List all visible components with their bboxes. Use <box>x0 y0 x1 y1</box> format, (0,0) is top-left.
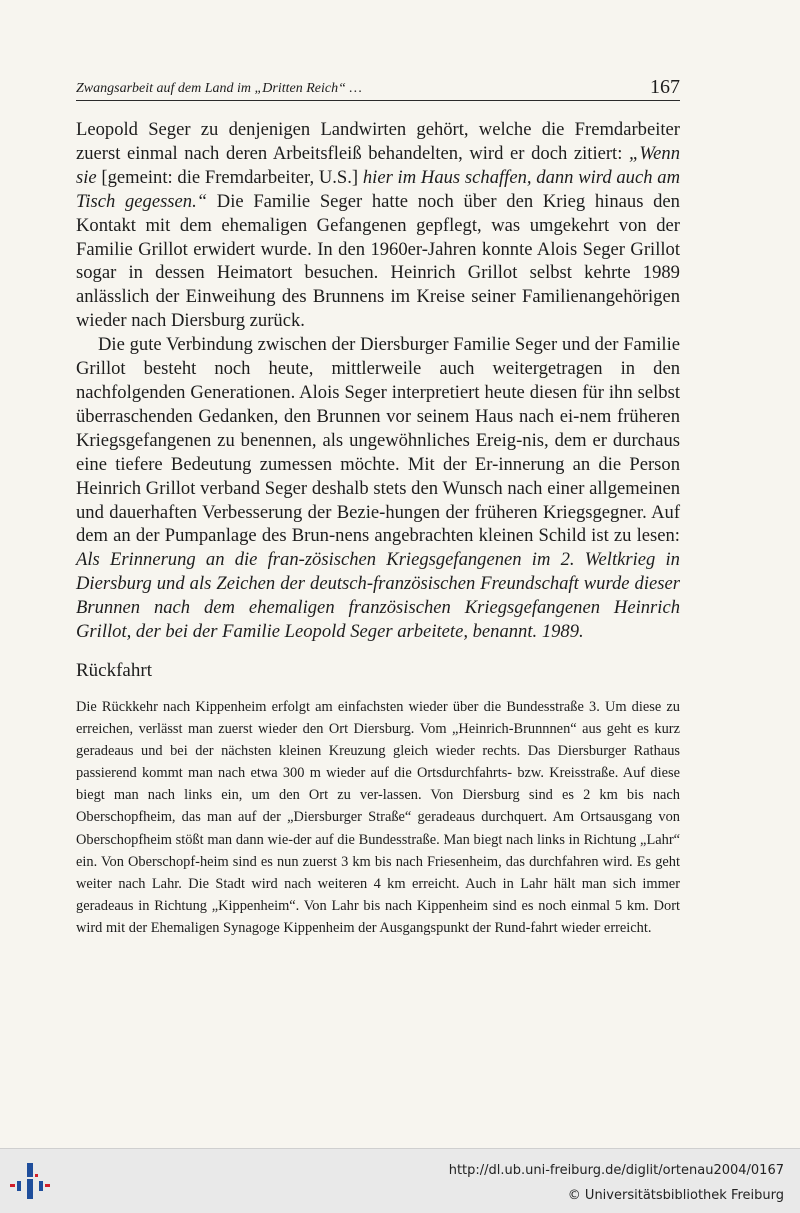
text-run: innerung an die Person Heinrich Grillot verband Seger deshalb stets den <box>76 453 681 499</box>
text-run: Leopold Seger zu denjenigen Landwirten gehört, welche die Fremdarbeiter <box>76 119 680 140</box>
source-link[interactable]: http://dl.ub.uni-freiburg.de/diglit/ortenau2004/0167 <box>448 1163 784 1178</box>
text-run: zuerst einmal nach deren Arbeitsfleiß behandelten, wird er doch zitiert: <box>76 142 623 164</box>
text-run: hungen der früheren Kriegsgegner. Auf dem an der Pumpanlage des Brun- <box>76 501 681 547</box>
text-run: nem früheren Kriegsgefangenen zu benennen, als ungewöhnliches Ereig- <box>76 405 680 451</box>
text-run: Krieg hinaus den Kontakt mit dem ehemaligen Gefangenen gepflegt, was <box>76 190 680 236</box>
text-run: Wunsch nach einer allgemeinen und dauerhaften Verbesserung der Bezie- <box>76 477 680 523</box>
inscription-run: der deutsch-französischen Freundschaft wurde dieser Brunnen nach dem <box>76 573 680 619</box>
inscription-run: Familie Leopold Seger arbeitete, benannt. 1989. <box>222 621 584 643</box>
running-head <box>76 76 680 101</box>
inscription-run: Als Erinnerung an die fran- <box>76 549 305 571</box>
text-run: Die gute Verbindung zwischen der Diersburger Familie Seger und der <box>98 334 619 356</box>
running-title: Zwangsarbeit auf dem Land im „Dritten Reich“ … <box>76 81 362 96</box>
ub-freiburg-logo-icon[interactable] <box>10 1161 50 1201</box>
copyright-notice: © Universitätsbibliothek Freiburg <box>567 1188 784 1203</box>
text-run: nachfolgenden Generationen. Alois Seger interpretiert heute diesen für ihn <box>76 381 633 403</box>
inscription-run: ehemaligen französischen Kriegsgefangenen Heinrich Grillot, der bei der <box>76 597 681 643</box>
text-run: Kreise seiner Familienangehörigen wieder nach Diersburg zurück. <box>76 286 680 332</box>
paragraph-1 <box>76 118 680 333</box>
section-heading: Rückfahrt <box>76 660 152 681</box>
quote-run: hier im Haus schaffen, dann <box>362 166 574 188</box>
text-run: selbst überraschenden Gedanken, den Brunnen vor seinem Haus nach ei- <box>76 381 680 427</box>
quote-run: wird auch am Tisch gegessen.“ <box>76 166 680 212</box>
section-text: Die Rückkehr nach Kippenheim erfolgt am einfachsten wieder über die Bundesstraße 3. Um diese zu erreichen, verlässt man zuerst wieder den Ort Diersburg. Vom „Heinrich-Brunnnen“ aus geht es kurz geradeaus und bei der nächsten kleinen Kreuzung gleich wieder rechts. Das Diersburger Rathaus passierend kommt man nach etwa 300 m wieder auf die Ortsdurchfahrts- bzw. Kreisstraße. Auf diese biegt man nach links ein, um den Ort zu ver-lassen. Von Diersburg sind es 2 km bis nach Oberschopfheim, das man auf der „Diersburger Straße“ geradeaus durchquert. Am Ortsausgang von Oberschopfheim stößt man dann wie-der auf die Bundesstraße. Man biegt nach links in Richtung „Lahr“ ein. Von Oberschopf-heim sind es nun zuerst 3 km bis nach Friesenheim, das durchfahren wird. Es geht weiter nach Lahr. Die Stadt wird nach weiteren 4 km erreicht. Auch in Lahr hält man sich immer geradeaus in Richtung „Kippenheim“. Von Lahr bis nach Kippenheim sind es noch einmal 5 km. Dort wird mit der Ehemaligen Synagoge Kippenheim der Ausgangspunkt der Rund-fahrt wieder erreicht. <box>76 699 680 936</box>
text-run: [gemeint: die Fremdarbeiter, U.S.] <box>96 166 363 188</box>
quote-run: „Wenn sie <box>76 142 680 188</box>
inscription-run: zösischen Kriegsgefangenen im 2. Weltkrieg in Diersburg und als Zeichen <box>76 549 680 595</box>
body-text <box>76 118 680 644</box>
page-number: 167 <box>650 76 680 98</box>
text-run: nens angebrachten kleinen Schild ist zu lesen: <box>335 525 680 547</box>
text-run: konnte Alois Seger Grillot sogar in dessen Heimatort besuchen. Heinrich <box>76 238 681 284</box>
text-run: Grillot selbst kehrte 1989 anlässlich der Einweihung des Brunnens im <box>76 262 680 308</box>
text-run: Die Familie Seger hatte noch über den <box>207 190 534 212</box>
paragraph-2 <box>76 333 680 644</box>
footer-bar <box>0 1148 800 1213</box>
text-run: Familie Grillot besteht noch heute, mittlerweile auch weitergetragen in den <box>76 334 680 380</box>
text-run: umgekehrt von der Familie Grillot erwidert wurde. In den 1960er-Jahren <box>76 214 680 260</box>
text-run: nis, dem er durchaus eine tiefere Bedeutung zumessen möchte. Mit der Er- <box>76 429 681 475</box>
